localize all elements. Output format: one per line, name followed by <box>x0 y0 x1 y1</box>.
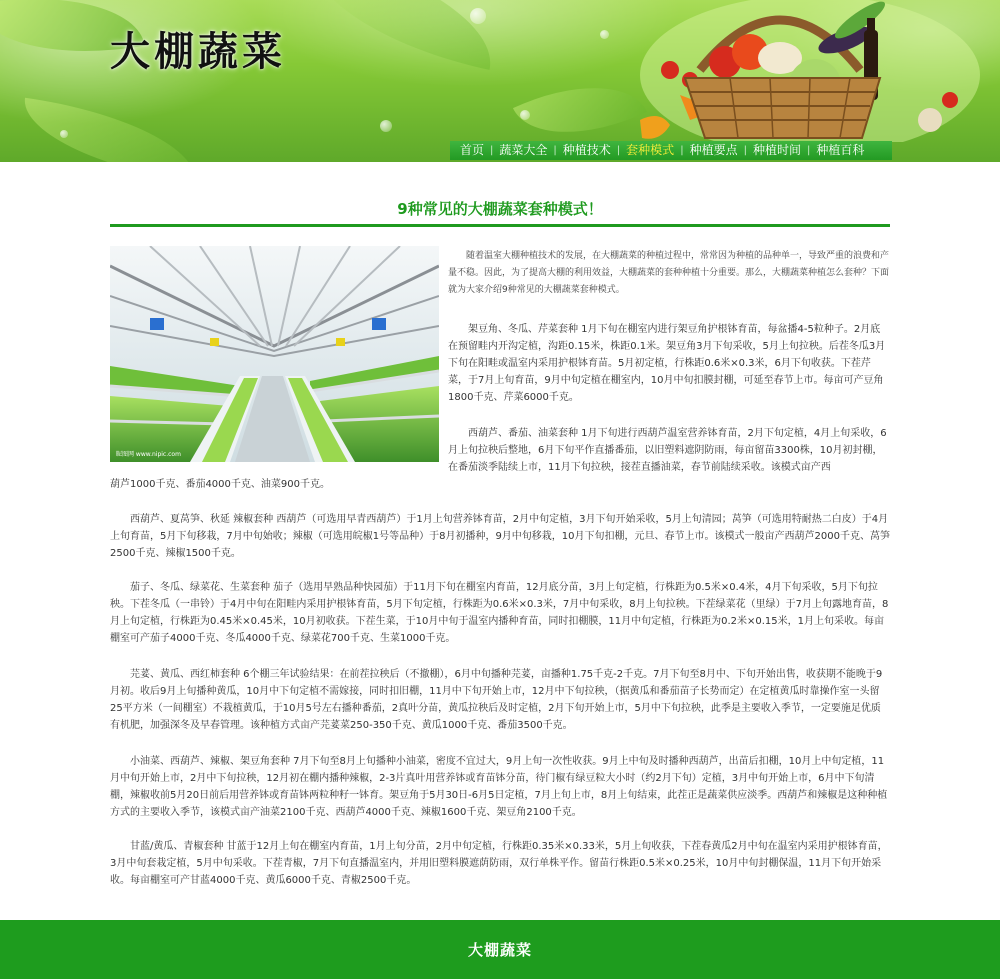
site-title: 大棚蔬菜 <box>110 29 286 75</box>
nav-separator: | <box>680 145 684 156</box>
article-paragraph-continued: 葫芦1000千克、番茄4000千克、油菜900千克。 <box>110 479 330 490</box>
nav-item-encyclopedia[interactable]: 种植百科 <box>816 143 865 157</box>
leaf-decoration <box>17 98 204 162</box>
article-paragraph: 小油菜、西葫芦、辣椒、架豆角套种 7月下旬至8月上旬播种小油菜，密度不宜过大，9月上旬一次性收获。9月上中旬及时播种西葫芦，出苗后扣棚，10月上中旬定植，11月中旬开始上市，2月中下旬拉秧，12月初在棚内播种辣椒，2-3片真叶用营养钵或育苗钵分苗，待门椒有绿豆粒大小时（约2月下旬）定植，3月中旬开始上市，6月中下旬清棚，辣椒收前5月20日前后用营养钵或育苗钵两粒种籽一钵育。架豆角于5月30日-6月5日定植，7月上旬上市，8月上旬结束，此茬正是蔬菜供应淡季。西葫芦和辣椒是这种种植方式的主要收入季节，该模式亩产油菜2100千克、西葫芦4000千克、辣椒1600千克、架豆角2100千克。 <box>110 756 888 818</box>
article-paragraph: 西葫芦、番茄、油菜套种 1月下旬进行西葫芦温室营养钵育苗，2月下旬定植，4月上旬采收，6月上旬拉秧后整地，6月下旬平作直播番茄，以旧塑料遮阴防雨，每亩留苗3300株，10月初封棚，在番茄淡季陆续上市，11月下旬拉秧，接茬直播油菜，春节前陆续采收。该模式亩产西 <box>448 428 887 473</box>
greenhouse-photo <box>110 246 439 462</box>
water-drop-decoration <box>380 120 392 132</box>
water-drop-decoration <box>600 30 609 39</box>
nav-item-vegetables[interactable]: 蔬菜大全 <box>499 143 548 157</box>
vegetable-basket-image <box>630 0 1000 142</box>
title-divider <box>110 224 890 227</box>
nav-item-planting-time[interactable]: 种植时间 <box>752 143 801 157</box>
nav-separator: | <box>743 145 747 156</box>
water-drop-decoration <box>520 110 530 120</box>
article-intro: 随着温室大棚种植技术的发展，在大棚蔬菜的种植过程中，常常因为种植的品种单一，导致严重的浪费和产量不稳。因此，为了提高大棚的利用效益，大棚蔬菜的套种种植十分重要。那么，大棚蔬菜种植怎么套种？下面就为大家介绍9种常见的大棚蔬菜套种模式。 <box>448 251 890 295</box>
nav-item-techniques[interactable]: 种植技术 <box>562 143 611 157</box>
page-footer <box>0 920 1000 979</box>
nav-separator: | <box>616 145 621 156</box>
footer-title: 大棚蔬菜 <box>467 941 532 959</box>
nav-item-home[interactable]: 首页 <box>460 143 485 157</box>
article-paragraph: 甘蓝/黄瓜、青椒套种 甘蓝于12月上旬在棚室内育苗，1月上旬分苗，2月中旬定植，行株距0.35米×0.33米，5月上旬收获，下茬春黄瓜2月中旬在温室内采用护根钵育苗，3月中旬套栽定植，5月中旬采收。下茬青椒，7月下旬直播温室内，并用旧塑料膜遮荫防雨，双行单株平作。留苗行株距0.5米×0.25米，10月中旬封棚保温，11月下旬开始采收。每亩棚室可产甘蓝4000千克、黄瓜6000千克、青椒2500千克。 <box>110 841 888 886</box>
nav-item-intercropping[interactable]: 套种模式 <box>626 143 675 157</box>
header-banner <box>0 0 1000 162</box>
nav-separator: | <box>553 145 557 156</box>
photo-watermark: 昵图网 www.nipic.com <box>116 451 181 458</box>
water-drop-decoration <box>60 130 68 138</box>
article-paragraph: 西葫芦、夏莴笋、秋延 辣椒套种 西葫芦（可选用早青西葫芦）于1月上旬营养钵育苗，2月中旬定植，3月下旬开始采收，5月上旬清园；莴笋（可选用特耐热二白皮）于4月上旬育苗，5月下旬移栽，7月中旬始收；辣椒（可选用皖椒1号等品种）于8月初播种，9月中旬移栽，10月下旬扣棚，元旦、春节上市。该模式一般亩产西葫芦2000千克、莴笋2500千克、辣椒1500千克。 <box>110 514 890 559</box>
article-paragraph: 架豆角、冬瓜、芹菜套种 1月下旬在棚室内进行架豆角护根钵育苗，每盆播4-5粒种子。2月底在预留畦内开沟定植，沟距0.15米，株距0.1米。架豆角3月下旬采收，5月上旬拉秧。后茬冬瓜3月下旬在阳畦或温室内采用护根钵育苗。5月初定植，行株距0.6米×0.3米，6月下旬收获。下茬芹菜，于7月上旬育苗，9月中旬定植在棚室内，10月中旬扣膜封棚，可延至春节上市。每亩可产豆角1800千克、芹菜6000千克。 <box>448 324 886 403</box>
water-drop-decoration <box>470 8 486 24</box>
article-paragraph: 芫荽、黄瓜、西红柿套种 6个棚三年试验结果：在前茬拉秧后（不撤棚），6月中旬播种芫荽，亩播种1.75千克-2千克。7月下旬至8月中、下旬开始出售，收获期不能晚于9月初。收后9月上旬播种黄瓜，10月中下旬定植不需嫁接，同时扣旧棚，11月中下旬开始上市，12月中下旬拉秧，（据黄瓜和番茄苗子长势而定）在定植黄瓜时靠操作室一头留25平方米（一间棚室）不栽植黄瓜，于10月5号左右播种番茄，2真叶分苗，黄瓜拉秧后及时定植，2月下旬开始上市，5月中下旬拉秧，此季是主要收入季节，一定要施足优质有机肥，加强深冬及早春管理。该种植方式亩产芫荽菜250-350千克、黄瓜1000千克、番茄3500千克。 <box>110 669 883 731</box>
main-nav <box>450 141 892 160</box>
nav-separator: | <box>490 145 494 156</box>
nav-separator: | <box>806 145 811 156</box>
article-paragraph: 茄子、冬瓜、绿菜花、生菜套种 茄子（选用早熟品种快园茄）于11月下旬在棚室内育苗，12月底分苗，3月上旬定植，行株距为0.5米×0.4米，4月下旬采收，5月下旬拉秧。下茬冬瓜（一串铃）于4月中旬在阳畦内采用护根钵育苗，5月下旬定植，行株距为0.6米×0.3米，7月中旬采收，8月上旬拉秧。下茬绿菜花（里绿）于7月上旬露地育苗，8月上旬定植，行株距为0.45米×0.45米，10月初收获。下茬生菜，于10月中旬于温室内播种育苗，同时扣棚膜，11月中旬定植，行株距为0.2米×0.15米，1月上旬采收。每亩棚室可产茄子4000千克、冬瓜4000千克、绿菜花700千克、生菜1000千克。 <box>110 582 889 644</box>
nav-item-key-points[interactable]: 种植要点 <box>689 143 738 157</box>
article-title: 9种常见的大棚蔬菜套种模式！ <box>397 200 603 218</box>
